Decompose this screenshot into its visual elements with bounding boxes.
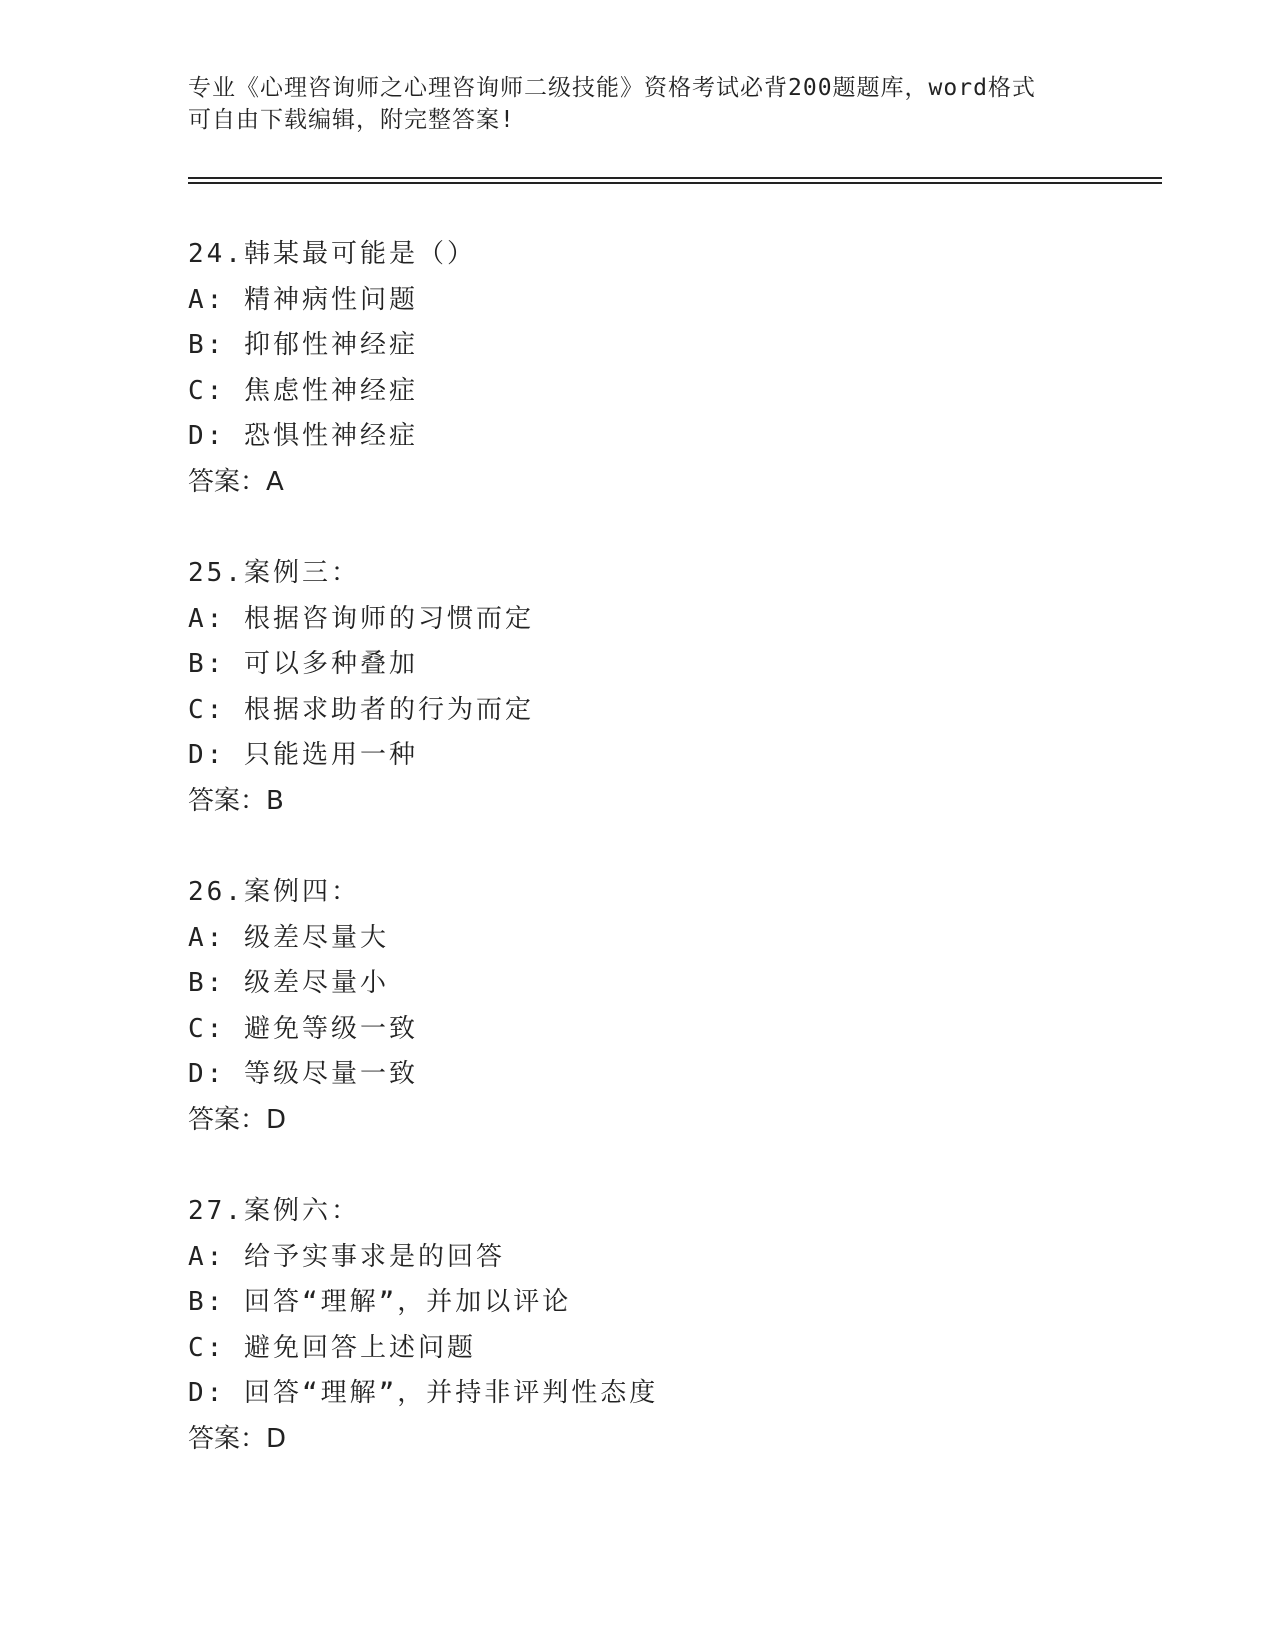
header-divider-top xyxy=(188,177,1162,179)
option-c: C: 焦虑性神经症 xyxy=(188,375,418,406)
question-list xyxy=(188,232,658,1508)
question-27 xyxy=(188,1189,658,1462)
header-line-2: 可自由下载编辑，附完整答案! xyxy=(188,107,515,133)
question-stem: 24.韩某最可能是（） xyxy=(188,239,476,269)
option-d: D: 回答“理解”，并持非评判性态度 xyxy=(188,1378,659,1408)
question-25 xyxy=(188,551,658,824)
option-d: D: 恐惧性神经症 xyxy=(188,421,418,451)
answer: 答案：A xyxy=(188,466,284,497)
document-header xyxy=(188,72,1068,136)
answer: 答案：B xyxy=(188,785,284,816)
option-d: D: 等级尽量一致 xyxy=(188,1059,418,1089)
option-c: C: 避免回答上述问题 xyxy=(188,1332,476,1363)
question-24 xyxy=(188,232,658,505)
question-stem: 27.案例六： xyxy=(188,1196,360,1226)
question-stem: 25.案例三： xyxy=(188,558,360,588)
option-a: A: 级差尽量大 xyxy=(188,922,389,953)
option-b: B: 回答“理解”，并加以评论 xyxy=(188,1287,572,1317)
header-line-1: 专业《心理咨询师之心理咨询师二级技能》资格考试必背200题题库，word格式 xyxy=(188,75,1036,101)
answer: 答案：D xyxy=(188,1104,287,1135)
question-26 xyxy=(188,870,658,1143)
option-d: D: 只能选用一种 xyxy=(188,740,418,770)
option-c: C: 避免等级一致 xyxy=(188,1013,418,1044)
option-a: A: 根据咨询师的习惯而定 xyxy=(188,603,534,634)
option-b: B: 可以多种叠加 xyxy=(188,649,418,679)
option-a: A: 给予实事求是的回答 xyxy=(188,1241,505,1272)
option-b: B: 级差尽量小 xyxy=(188,968,389,998)
answer: 答案：D xyxy=(188,1423,287,1454)
option-b: B: 抑郁性神经症 xyxy=(188,330,418,360)
question-stem: 26.案例四： xyxy=(188,877,360,907)
header-divider-bottom xyxy=(188,182,1162,184)
option-a: A: 精神病性问题 xyxy=(188,284,418,315)
option-c: C: 根据求助者的行为而定 xyxy=(188,694,534,725)
